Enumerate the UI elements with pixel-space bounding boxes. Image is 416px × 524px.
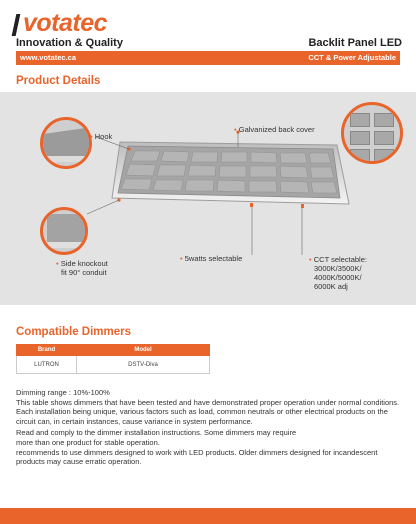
product-illustration-panel — [0, 92, 416, 305]
back-cover-detail-circle — [341, 102, 403, 164]
notes-paragraph-2-line-1: Read and comply to the dimmer installation instructions. Some dimmers may require — [16, 428, 297, 438]
product-title: Backlit Panel LED — [308, 37, 402, 49]
cell-brand: LUTRON — [17, 356, 77, 374]
table-row — [17, 356, 210, 374]
product-details-title: Product Details — [16, 75, 101, 87]
compatible-dimmers-title: Compatible Dimmers — [16, 326, 132, 338]
dimming-range: Dimming range : 10%-100% — [16, 388, 110, 397]
callout-back-cover: • Galvanized back cover — [234, 125, 315, 134]
dimmers-table — [16, 344, 210, 374]
logo-text: votatec — [23, 9, 108, 37]
side-knockout-detail-circle — [40, 207, 88, 255]
header-bar — [16, 51, 400, 65]
logo — [14, 8, 107, 36]
cell-model: DSTV-Diva — [77, 356, 210, 374]
logo-mark — [14, 12, 22, 36]
notes-paragraph-3: recommends to use dimmers designed to work with LED products. Older dimmers designed for incandescent products may cause erratic operation. — [16, 447, 378, 467]
table-header-row — [17, 345, 210, 356]
callout-hook: • Hook — [90, 132, 113, 141]
callout-side-knockout: • Side knockout fit 90° conduit — [56, 259, 108, 277]
tagline: Innovation & Quality — [16, 37, 123, 49]
notes-paragraph-2-line-2: more than one product for stable operation. — [16, 437, 160, 447]
callout-cct: • CCT selectable: 3000K/3500K/ 4000K/5000K/ 6000K adj — [309, 255, 367, 291]
column-header-model: Model — [77, 345, 210, 356]
callout-watts: • 5watts selectable — [180, 254, 243, 263]
notes-paragraph-1: This table shows dimmers that have been tested and have demonstrated proper operation under normal conditions. Each installation being unique, various factors such as load, common neutrals or other electrical products on the circuit can, in certain instances, cause variance in system performance. — [16, 397, 400, 426]
feature-line: CCT & Power Adjustable — [308, 53, 396, 62]
website-link[interactable]: www.votatec.ca — [20, 53, 76, 62]
hook-detail-circle — [40, 117, 92, 169]
column-header-brand: Brand — [17, 345, 77, 356]
footer-bar — [0, 508, 416, 524]
dimming-notes — [16, 388, 400, 467]
